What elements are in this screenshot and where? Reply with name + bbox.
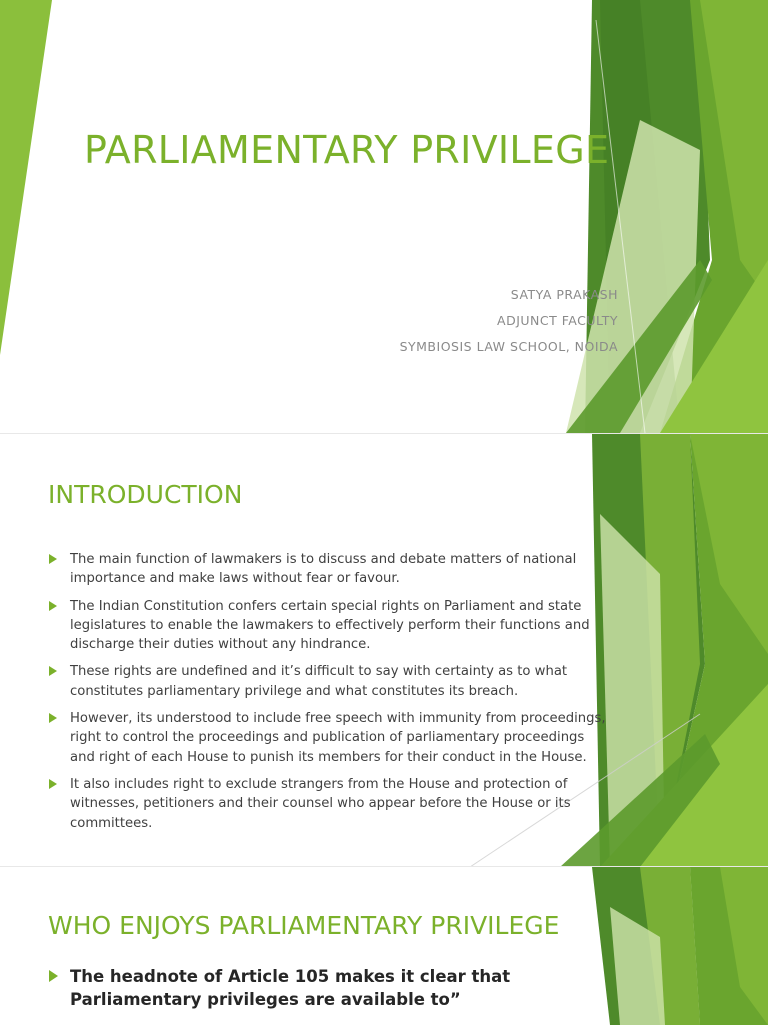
list-item (48, 709, 608, 767)
list-item (48, 775, 608, 833)
slide-heading: INTRODUCTION (48, 480, 243, 509)
author-role: ADJUNCT FACULTY (497, 313, 618, 328)
privilege-holders-slide (0, 866, 768, 1025)
list-item-text: These rights are undefined and it’s difficult to say with certainty as to what constitutes parliamentary privilege and what constitutes its breach. (70, 664, 568, 699)
list-item-text: However, its understood to include free speech with immunity from proceedings, right to control the proceedings and publication of parliamentary proceedings and right of each House to punish its members for their conduct in the House. (70, 711, 606, 765)
bullet-arrow-icon (49, 970, 58, 982)
slide-heading: WHO ENJOYS PARLIAMENTARY PRIVILEGE (48, 911, 560, 940)
left-green-wedge (0, 0, 52, 355)
bullet-list (48, 550, 608, 841)
slide-title: PARLIAMENTARY PRIVILEGE (84, 128, 610, 172)
list-item-text: The Indian Constitution confers certain special rights on Parliament and state legislatures to enable the lawmakers to effectively perform their functions and discharge their duties without any hindrance. (70, 598, 590, 653)
decorative-green-shapes (0, 0, 768, 433)
list-item (48, 965, 608, 1011)
list-item-text: The headnote of Article 105 makes it clear that Parliamentary privileges are available to” (70, 967, 511, 1009)
list-item (48, 597, 608, 655)
author-institution: SYMBIOSIS LAW SCHOOL, NOIDA (399, 339, 618, 354)
author-name: SATYA PRAKASH (510, 287, 618, 302)
list-item (48, 550, 608, 589)
introduction-slide (0, 433, 768, 867)
author-block (400, 282, 618, 360)
title-slide (0, 0, 768, 433)
bullet-arrow-icon (49, 713, 57, 723)
bullet-arrow-icon (49, 554, 57, 564)
bullet-list (48, 965, 608, 1011)
bullet-arrow-icon (49, 779, 57, 789)
list-item-text: The main function of lawmakers is to discuss and debate matters of national importance and make laws without fear or favour. (70, 552, 577, 587)
list-item-text: It also includes right to exclude strangers from the House and protection of witnesses, petitioners and their counsel who appear before the House or its committees. (70, 776, 571, 831)
bullet-arrow-icon (49, 666, 57, 676)
list-item (48, 662, 608, 701)
bullet-arrow-icon (49, 601, 57, 611)
